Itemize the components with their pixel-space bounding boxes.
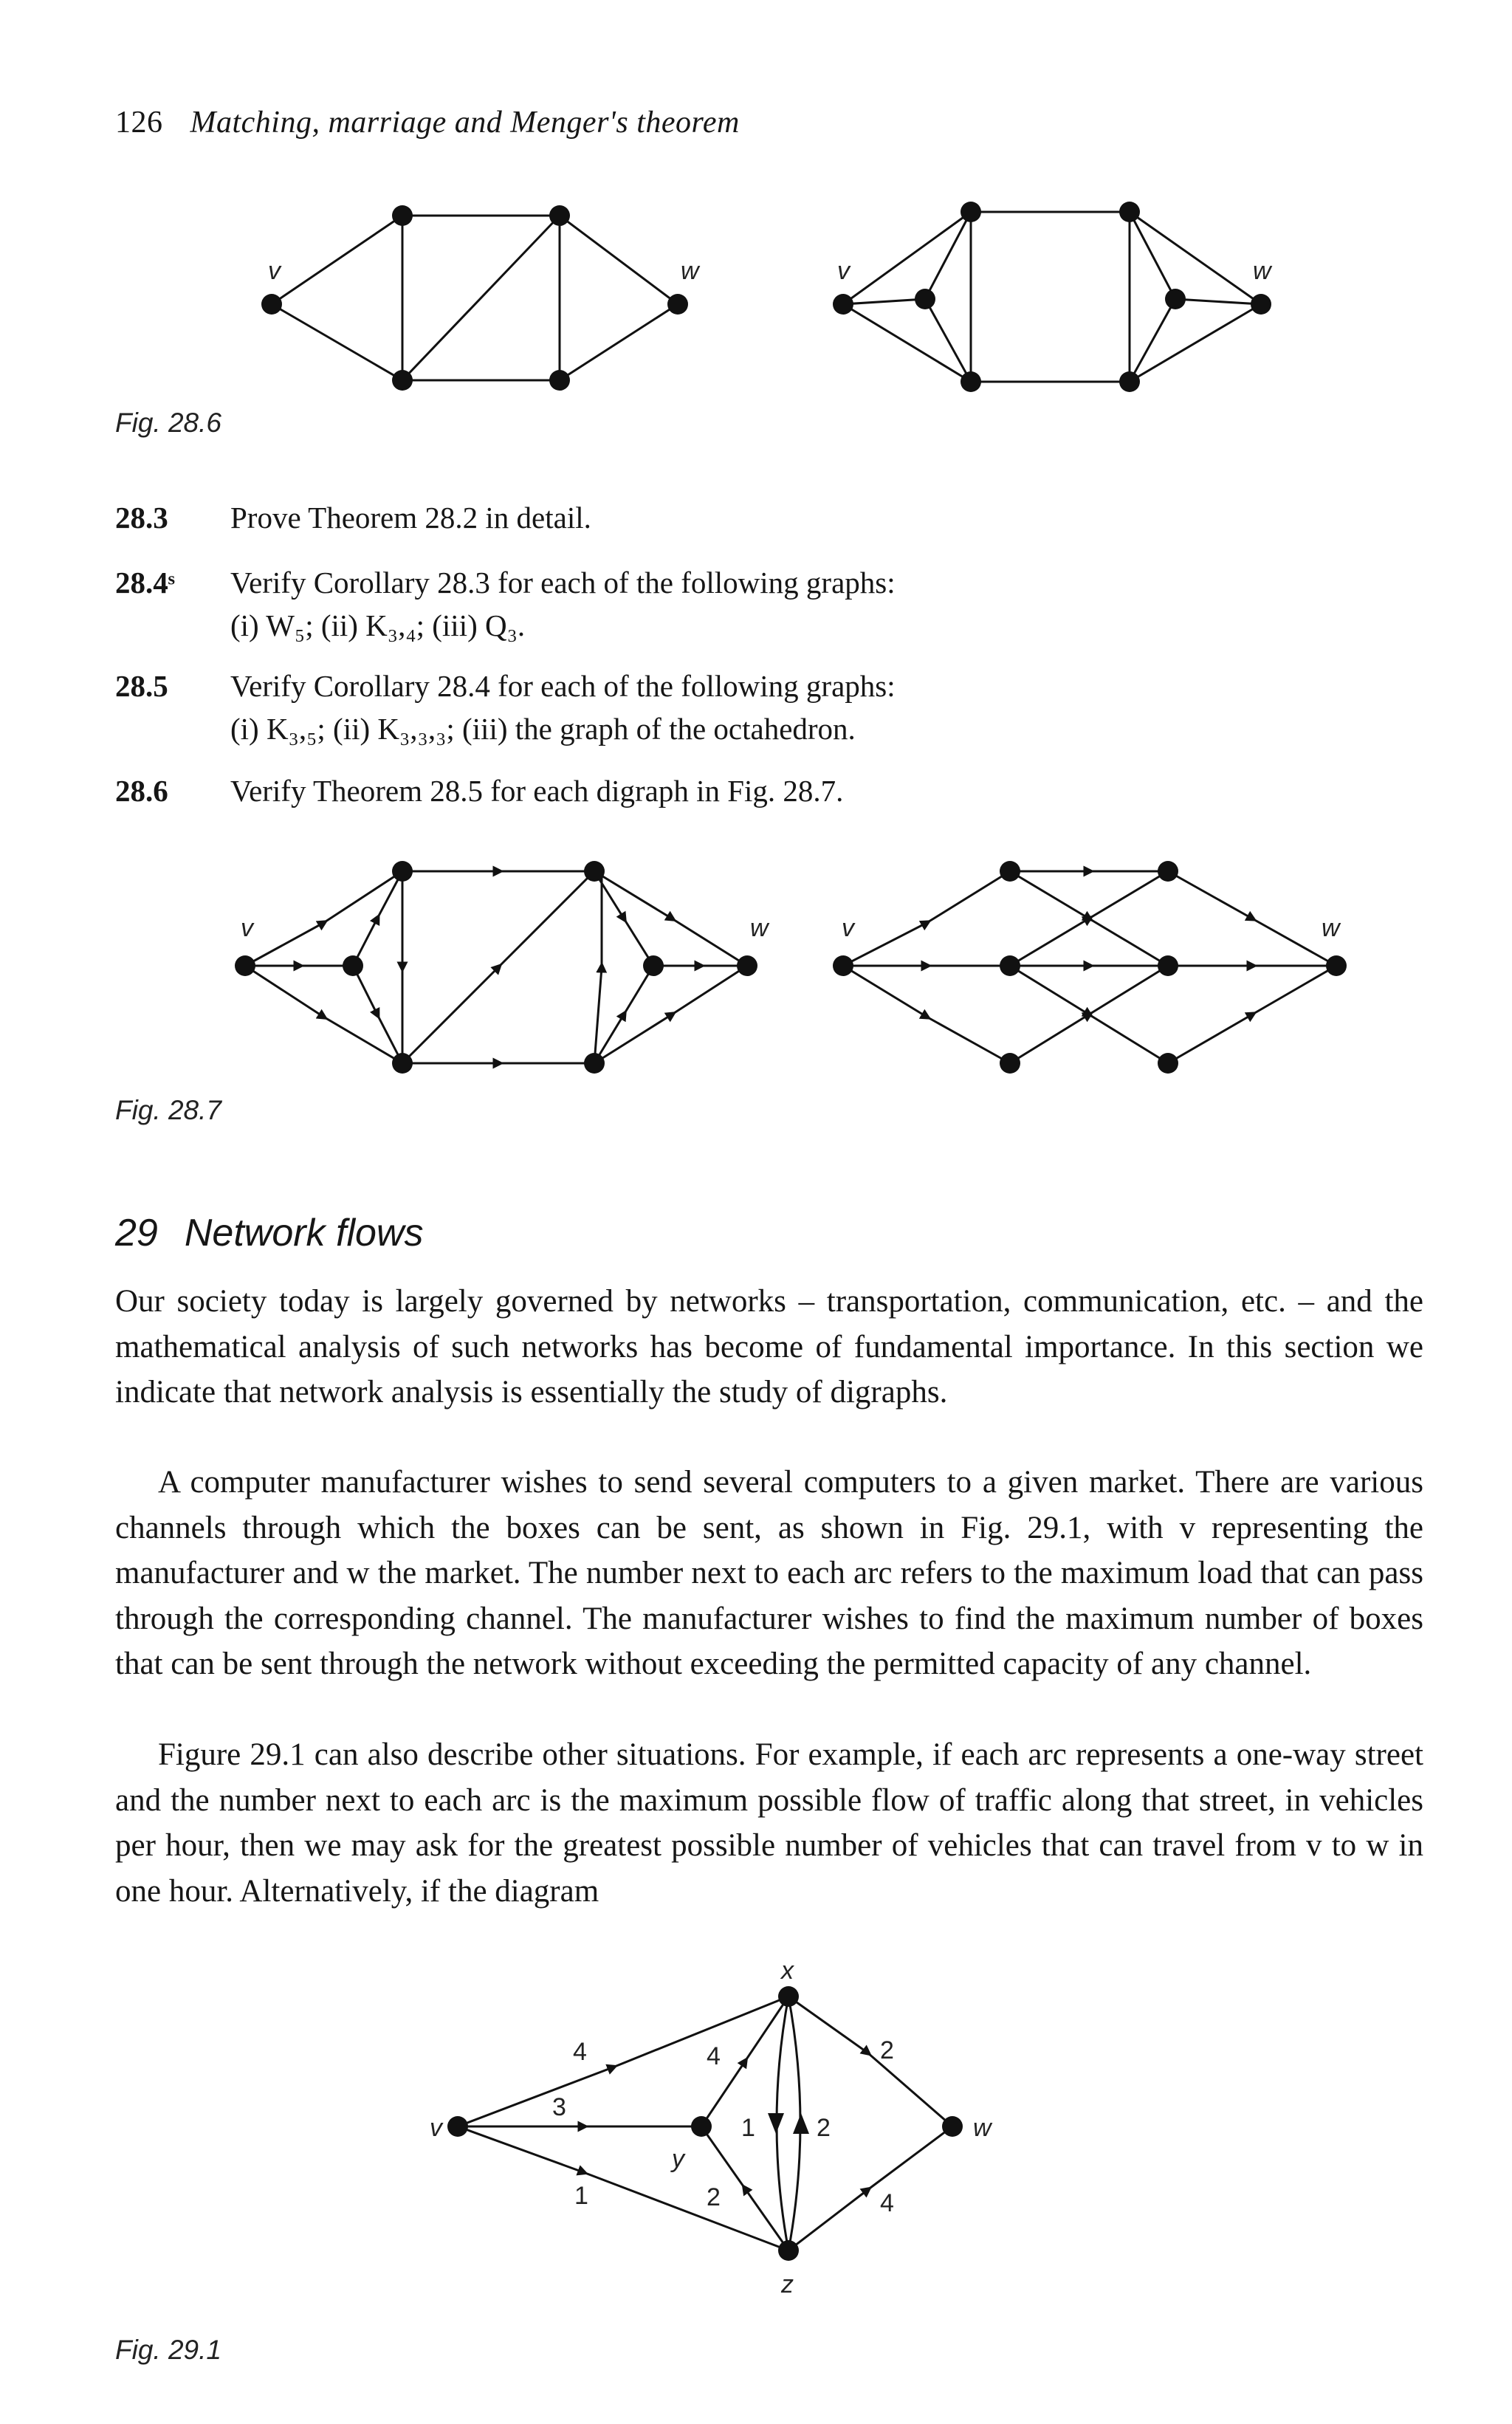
- exercise-text: Prove Theorem 28.2 in detail.: [230, 501, 591, 535]
- node-x-label: x: [781, 1957, 794, 1985]
- capacity-v-y: 3: [552, 2093, 566, 2121]
- capacity-v-z: 1: [574, 2182, 588, 2210]
- fig-28-6-left-w-label: w: [681, 257, 699, 285]
- node-y-label: y: [672, 2145, 684, 2173]
- fig-28-6-left-v-label: v: [268, 257, 281, 285]
- chapter-title: Matching, marriage and Menger's theorem: [190, 106, 740, 140]
- exercise-number: 28.4ˢ: [115, 566, 175, 600]
- paragraph-1: Our society today is largely governed by networks – transportation, communication, etc. – and the mathematical analysis of such networks has become of fundamental importance. In this section we indicate that network analysis is essentially the study of digraphs.: [115, 1284, 1423, 1410]
- paragraph-3: Figure 29.1 can also describe other situations. For example, if each arc represents a one-way street and the number next to each arc is the maximum possible flow of traffic along that street, in vehicles per hour, then we may ask for the greatest possible number of vehicles that can travel from v to w in one hour. Alternatively, if the diagram: [115, 1737, 1423, 1909]
- fig-28-7-left-w-label: w: [750, 914, 769, 942]
- fig-28-6-caption: Fig. 28.6: [115, 408, 221, 438]
- fig-28-6-right-w-label: w: [1253, 257, 1271, 285]
- capacity-x-w: 2: [880, 2036, 894, 2064]
- exercise-number: 28.6: [115, 774, 168, 808]
- exercise-text: Verify Corollary 28.4 for each of the following graphs:: [230, 669, 896, 703]
- capacity-z-y: 2: [707, 2183, 721, 2211]
- capacity-y-x: 4: [707, 2042, 721, 2070]
- fig-28-7-left-v-label: v: [241, 914, 253, 942]
- capacity-z-x: 2: [817, 2114, 831, 2142]
- fig-28-7-caption: Fig. 28.7: [115, 1095, 221, 1125]
- node-z-label: z: [781, 2270, 794, 2298]
- capacity-v-x: 4: [573, 2038, 587, 2066]
- fig-28-7-right-w-label: w: [1322, 914, 1340, 942]
- node-v-label: v: [430, 2114, 442, 2142]
- capacity-z-w: 4: [880, 2189, 894, 2217]
- exercise-number: 28.3: [115, 501, 168, 535]
- page-number: 126: [115, 106, 163, 140]
- exercise-text: (i) W₅; (ii) K₃,₄; (iii) Q₃.: [230, 608, 526, 642]
- exercise-text: Verify Theorem 28.5 for each digraph in Fig. 28.7.: [230, 774, 844, 808]
- exercise-number: 28.5: [115, 669, 168, 703]
- fig-29-1-caption: Fig. 29.1: [115, 2335, 221, 2365]
- exercise-text: Verify Corollary 28.3 for each of the following graphs:: [230, 566, 896, 600]
- fig-28-6-right-v-label: v: [837, 257, 850, 285]
- fig-28-7-right-v-label: v: [842, 914, 854, 942]
- section-number: 29: [115, 1212, 158, 1254]
- exercise-text: (i) K₃,₅; (ii) K₃,₃,₃; (iii) the graph of the octahedron.: [230, 712, 856, 746]
- paragraph-2: A computer manufacturer wishes to send several computers to a given market. There are various channels through which the boxes can be sent, as shown in Fig. 29.1, with v representing the manufacturer and w the market. The number next to each arc refers to the maximum load that can pass through the corresponding channel. The manufacturer wishes to find the maximum number of boxes that can be sent through the network without exceeding the permitted capacity of any channel.: [115, 1465, 1423, 1681]
- section-title: Network flows: [184, 1212, 424, 1254]
- capacity-x-z: 1: [741, 2114, 755, 2142]
- node-w-label: w: [973, 2114, 992, 2142]
